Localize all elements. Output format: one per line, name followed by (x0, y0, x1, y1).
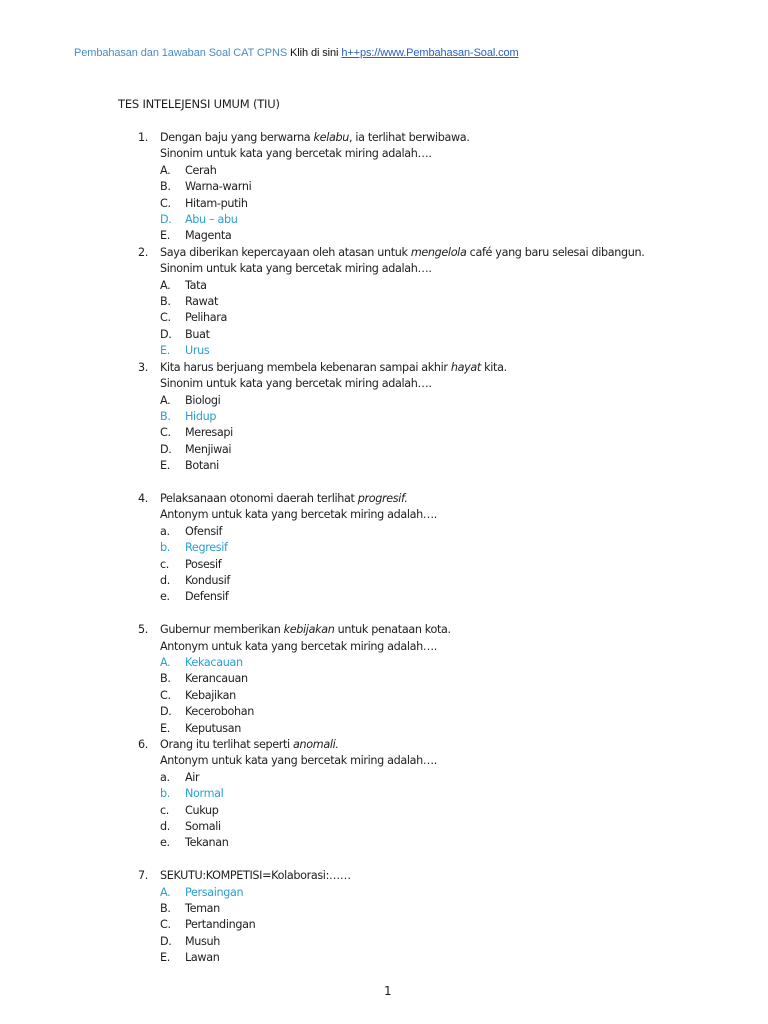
answer-option (138, 688, 698, 704)
answer-option (138, 310, 698, 326)
page-header (74, 47, 519, 59)
option-letter: B. (160, 180, 171, 194)
answer-option (138, 671, 698, 687)
option-text: Magenta (185, 229, 232, 243)
answer-option (138, 196, 698, 212)
answer-option (138, 327, 698, 343)
option-text: Regresif (185, 541, 228, 555)
option-text: Lawan (185, 951, 220, 965)
question-text-post: untuk penataan kota. (334, 623, 451, 637)
option-text: Rawat (185, 295, 219, 309)
option-letter: B. (160, 295, 171, 309)
option-text: Kebajikan (185, 688, 236, 702)
answer-option (138, 589, 698, 605)
option-letter: B. (160, 672, 171, 686)
answer-option (138, 278, 698, 294)
question-text (138, 737, 698, 753)
page-number: 1 (384, 984, 392, 998)
question-instruction: Sinonim untuk kata yang bercetak miring adalah…. (160, 147, 432, 161)
question-item (138, 737, 698, 852)
question-text (138, 245, 698, 261)
option-text: Botani (185, 459, 219, 473)
option-text: Normal (185, 787, 224, 801)
option-letter: d. (160, 820, 170, 834)
option-text: Biologi (185, 393, 221, 407)
option-letter: E. (160, 459, 170, 473)
answer-option (138, 228, 698, 244)
option-text: Tekanan (185, 836, 229, 850)
header-text: Pembahasan dan 1awaban Soal CAT CPNS (74, 47, 288, 59)
question-italic-word: kebijakan (283, 623, 335, 637)
answer-option (138, 934, 698, 950)
option-letter: B. (160, 902, 171, 916)
question-item (138, 622, 698, 737)
answer-option (138, 524, 698, 540)
option-text: Hidup (185, 409, 217, 423)
option-text: Air (185, 770, 200, 784)
option-letter: C. (160, 688, 171, 702)
answer-option (138, 803, 698, 819)
question-italic-word: mengelola (410, 245, 467, 259)
option-letter: C. (160, 311, 171, 325)
question-italic-word: anomali. (293, 738, 339, 751)
question-list (138, 130, 698, 967)
answer-option (138, 770, 698, 786)
option-text: Kerancauan (185, 672, 248, 686)
option-letter: D. (160, 213, 172, 227)
question-instruction: Sinonim untuk kata yang bercetak miring adalah…. (160, 262, 432, 276)
answer-option (138, 163, 698, 179)
option-letter: B. (160, 409, 171, 423)
question-number: 2. (138, 245, 148, 259)
question-item (138, 360, 698, 475)
option-text: Posesif (185, 557, 222, 571)
option-letter: E. (160, 951, 170, 965)
question-italic-word: progresif. (357, 491, 408, 505)
question-text-pre: Saya diberikan kepercayaan oleh atasan untuk (160, 245, 411, 259)
question-item (138, 245, 698, 360)
answer-option-correct (138, 212, 698, 228)
answer-option (138, 950, 698, 966)
answer-option (138, 819, 698, 835)
question-number: 5. (138, 623, 148, 637)
option-letter: D. (160, 327, 172, 341)
answer-option-correct (138, 409, 698, 425)
question-item (138, 491, 698, 606)
answer-option (138, 557, 698, 573)
header-click-text: Klih di sini (290, 47, 339, 59)
question-text-pre: Pelaksanaan otonomi daerah terlihat (160, 491, 358, 505)
option-text: Kekacauan (185, 655, 243, 669)
question-number: 6. (138, 738, 148, 751)
answer-option (138, 393, 698, 409)
question-text-post: kita. (480, 360, 507, 374)
option-letter: a. (160, 770, 170, 784)
question-text-post: , ia terlihat berwibawa. (348, 131, 470, 144)
option-text: Keputusan (185, 721, 241, 735)
question-number: 3. (138, 360, 148, 374)
option-text: Kecerobohan (185, 705, 255, 719)
option-letter: b. (160, 787, 170, 801)
answer-option-correct (138, 540, 698, 556)
question-text-pre: Dengan baju yang berwarna (160, 131, 314, 144)
answer-option-correct (138, 885, 698, 901)
question-text (138, 622, 698, 638)
answer-option (138, 573, 698, 589)
question-number: 1. (138, 131, 148, 144)
option-text: Pertandingan (185, 918, 256, 932)
answer-option-correct (138, 786, 698, 802)
question-instruction: Antonym untuk kata yang bercetak miring adalah…. (160, 639, 437, 653)
answer-option (138, 917, 698, 933)
answer-option (138, 721, 698, 737)
option-text: Abu – abu (185, 213, 238, 227)
option-text: Warna-warni (185, 180, 252, 194)
option-letter: D. (160, 934, 172, 948)
answer-option (138, 425, 698, 441)
question-text (138, 130, 698, 146)
option-text: Teman (185, 902, 220, 916)
option-letter: E. (160, 344, 170, 358)
answer-option (138, 704, 698, 720)
option-letter: C. (160, 426, 171, 440)
question-instruction: Antonym untuk kata yang bercetak miring adalah…. (160, 508, 437, 522)
option-letter: e. (160, 590, 170, 604)
question-instruction: Antonym untuk kata yang bercetak miring adalah…. (160, 754, 437, 768)
option-text: Menjiwai (185, 442, 232, 456)
option-letter: E. (160, 229, 170, 243)
answer-option (138, 835, 698, 851)
option-letter: D. (160, 442, 172, 456)
option-letter: c. (160, 557, 170, 571)
option-letter: e. (160, 836, 170, 850)
option-letter: a. (160, 524, 170, 538)
option-text: Tata (185, 278, 207, 292)
question-item (138, 868, 698, 966)
option-text: Urus (185, 344, 210, 358)
question-number: 7. (138, 869, 148, 883)
document-title: TES INTELEJENSI UMUM (TIU) (118, 97, 280, 111)
option-text: Persaingan (185, 885, 244, 899)
option-text: Pelihara (185, 311, 228, 325)
option-text: Cukup (185, 803, 219, 817)
option-letter: c. (160, 803, 170, 817)
option-letter: C. (160, 918, 171, 932)
option-text: Musuh (185, 934, 221, 948)
answer-option (138, 294, 698, 310)
question-italic-word: kelabu (313, 131, 349, 144)
question-text-post: café yang baru selesai dibangun. (466, 245, 645, 259)
option-letter: A. (160, 278, 171, 292)
option-text: Somali (185, 820, 221, 834)
answer-option (138, 442, 698, 458)
option-letter: D. (160, 705, 172, 719)
question-italic-word: hayat (450, 360, 481, 374)
option-letter: A. (160, 393, 171, 407)
option-text: Meresapi (185, 426, 233, 440)
question-number: 4. (138, 491, 148, 505)
option-letter: E. (160, 721, 170, 735)
question-text-pre: Orang itu terlihat seperti (160, 738, 294, 751)
answer-option-correct (138, 343, 698, 359)
question-text (138, 491, 698, 507)
question-text (138, 360, 698, 376)
option-text: Cerah (185, 163, 217, 177)
option-text: Hitam-putih (185, 196, 248, 210)
answer-option (138, 179, 698, 195)
question-text (138, 868, 698, 884)
question-text-pre: SEKUTU:KOMPETISI=Kolaborasi:…… (160, 869, 351, 883)
option-text: Buat (185, 327, 210, 341)
option-letter: d. (160, 573, 170, 587)
answer-option-correct (138, 655, 698, 671)
question-text-pre: Gubernur memberikan (160, 623, 284, 637)
option-text: Defensif (185, 590, 229, 604)
option-letter: A. (160, 885, 171, 899)
option-text: Ofensif (185, 524, 223, 538)
answer-option (138, 901, 698, 917)
header-link[interactable]: h++ps://www.Pembahasan-Soal.com (341, 47, 519, 59)
option-letter: A. (160, 163, 171, 177)
option-letter: C. (160, 196, 171, 210)
option-letter: b. (160, 541, 170, 555)
answer-option (138, 458, 698, 474)
question-instruction: Sinonim untuk kata yang bercetak miring adalah…. (160, 377, 432, 391)
option-letter: A. (160, 655, 171, 669)
question-text-pre: Kita harus berjuang membela kebenaran sampai akhir (160, 360, 451, 374)
question-item (138, 130, 698, 245)
option-text: Kondusif (185, 573, 230, 587)
